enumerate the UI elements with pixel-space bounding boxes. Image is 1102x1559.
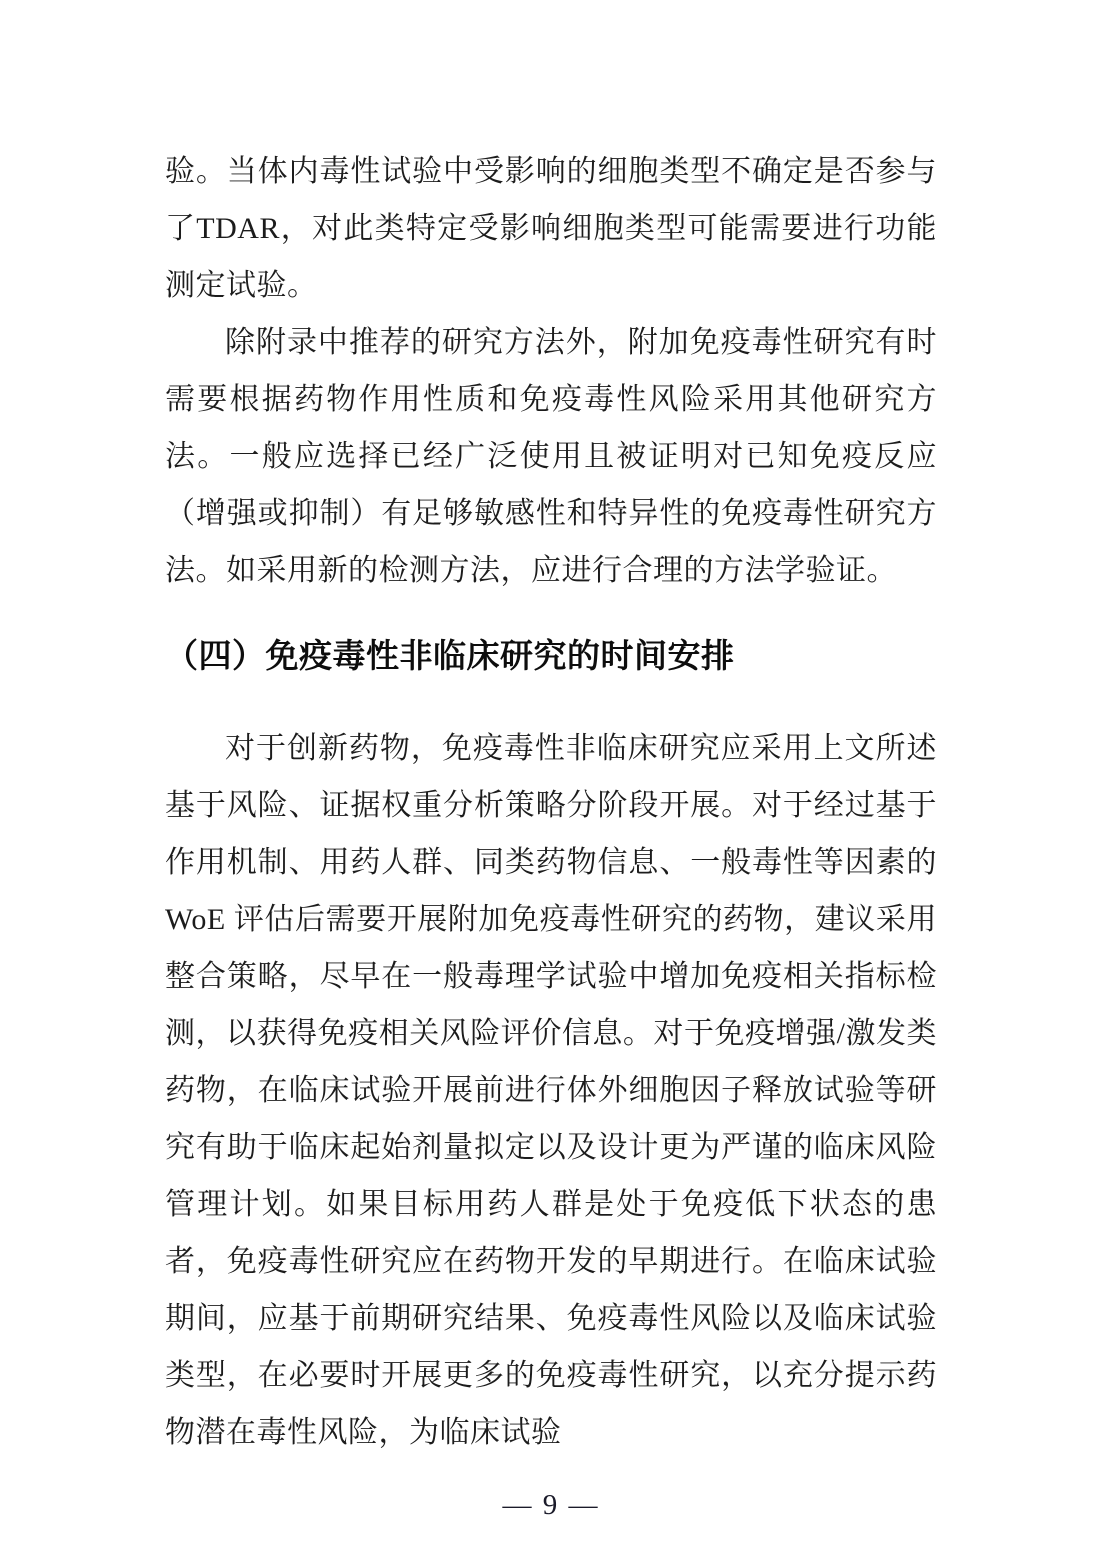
page-number: — 9 — (502, 1489, 600, 1521)
paragraph-additional-methods: 除附录中推荐的研究方法外，附加免疫毒性研究有时需要根据药物作用性质和免疫毒性风险采用其他研究方法。一般应选择已经广泛使用且被证明对已知免疫反应（增强或抑制）有足够敏感性和特异性的免疫毒性研究方法。如采用新的检测方法，应进行合理的方法学验证。 (165, 326, 937, 587)
paragraph-continuation: 验。当体内毒性试验中受影响的细胞类型不确定是否参与了TDAR，对此类特定受影响细胞类型可能需要进行功能测定试验。 (165, 155, 937, 302)
paragraph-timing: 对于创新药物，免疫毒性非临床研究应采用上文所述基于风险、证据权重分析策略分阶段开展。对于经过基于作用机制、用药人群、同类药物信息、一般毒性等因素的 WoE 评估后需要开展附加免疫毒性研究的药物，建议采用整合策略，尽早在一般毒理学试验中增加免疫相关指标检测，以获得免疫相关风险评价信息。对于免疫增强/激发类药物，在临床试验开展前进行体外细胞因子释放试验等研究有助于临床起始剂量拟定以及设计更为严谨的临床风险管理计划。如果目标用药人群是处于免疫低下状态的患者，免疫毒性研究应在药物开发的早期进行。在临床试验期间，应基于前期研究结果、免疫毒性风险以及临床试验类型，在必要时开展更多的免疫毒性研究，以充分提示药物潜在毒性风险，为临床试验 (165, 732, 937, 1449)
section-heading: （四）免疫毒性非临床研究的时间安排 (165, 639, 735, 675)
